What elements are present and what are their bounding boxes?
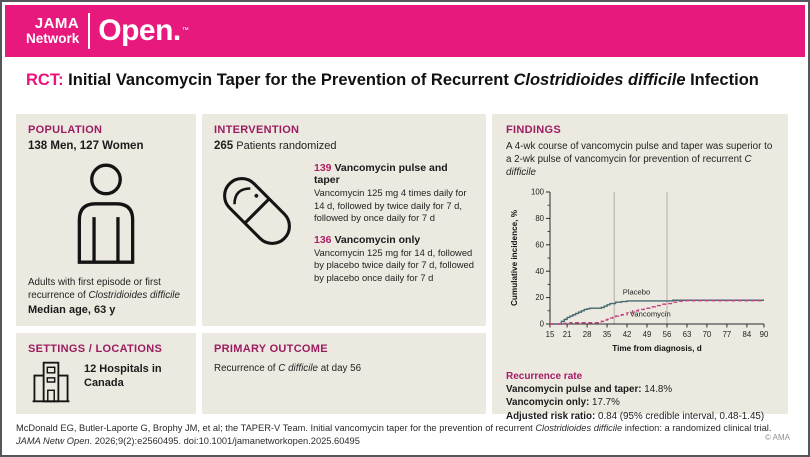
outcome-post: at day 56 — [318, 363, 362, 374]
arm-description: Vancomycin 125 mg for 14 d, followed by placebo twice daily for 7 d, followed by placebo once daily for 7 d — [314, 246, 474, 283]
population-heading: POPULATION — [28, 124, 103, 136]
recurrence-row-pulse-taper — [506, 383, 774, 397]
jama-network-open-logo — [26, 13, 188, 49]
settings-heading: SETTINGS / LOCATIONS — [28, 343, 163, 355]
person-icon-wrap — [28, 162, 184, 269]
arm-name: Vancomycin only — [331, 233, 421, 246]
svg-text:84: 84 — [742, 329, 752, 339]
arm-pulse-taper — [314, 162, 474, 225]
svg-text:40: 40 — [535, 266, 544, 276]
findings-summary-species: C difficile — [506, 154, 752, 179]
settings-locations-panel — [16, 333, 196, 414]
population-panel — [16, 114, 196, 326]
recurrence-row-vanco-only — [506, 396, 774, 410]
svg-text:90: 90 — [759, 329, 769, 339]
settings-row — [28, 359, 184, 405]
population-description — [28, 277, 184, 302]
primary-outcome-text — [214, 363, 474, 376]
findings-summary-pre: A 4-wk course of vancomycin pulse and taper was superior to a 2-wk pulse of vancomycin for prevention of recurrent — [506, 141, 773, 166]
svg-text:Vancomycin: Vancomycin — [629, 309, 671, 319]
logo-divider — [88, 13, 90, 49]
primary-outcome-panel — [202, 333, 486, 414]
page-title — [26, 71, 790, 90]
rec-label: Adjusted risk ratio: — [506, 410, 596, 422]
rec-value: 17.7% — [589, 397, 620, 409]
svg-text:28: 28 — [582, 329, 592, 339]
recurrence-rate-heading: Recurrence rate — [506, 370, 583, 382]
findings-summary — [506, 140, 774, 180]
arm-n: 139 — [314, 162, 332, 174]
logo-line-jama: JAMA — [34, 15, 80, 33]
pill-icon — [214, 168, 300, 254]
svg-text:15: 15 — [545, 329, 555, 339]
svg-text:77: 77 — [722, 329, 732, 339]
population-count: 138 Men, 127 Women — [28, 140, 144, 152]
title-text-post: Infection — [685, 71, 759, 89]
rec-value: 14.8% — [641, 383, 673, 395]
ama-copyright: © AMA — [764, 433, 790, 442]
rec-value: 0.84 (95% credible interval, 0.48-1.45) — [595, 410, 765, 422]
findings-heading: FINDINGS — [506, 124, 561, 136]
arm-title — [314, 234, 474, 246]
citation-pre: McDonald EG, Butler-Laporte G, Brophy JM, et al; the TAPER-V Team. Initial vancomycin taper for the prevention of recurrent — [16, 423, 536, 433]
title-species-italic: Clostridioides difficile — [513, 71, 686, 89]
intervention-panel — [202, 114, 486, 326]
title-rct-tag: RCT: — [26, 71, 64, 89]
citation-journal: JAMA Netw Open — [16, 436, 90, 447]
trademark-symbol: ™ — [181, 27, 189, 34]
logo-open-wordmark — [98, 14, 188, 48]
arm-title — [314, 162, 474, 186]
citation-species: Clostridioides difficile — [535, 423, 623, 433]
arm-n: 136 — [314, 233, 332, 246]
svg-text:35: 35 — [602, 329, 612, 339]
outcome-species: C difficile — [278, 363, 319, 374]
arm-description: Vancomycin 125 mg 4 times daily for 14 d, followed by twice daily for 7 d, followed by once daily for 7 d — [314, 187, 467, 223]
svg-text:Cumulative incidence, %: Cumulative incidence, % — [510, 209, 519, 306]
primary-outcome-heading: PRIMARY OUTCOME — [214, 343, 328, 355]
svg-text:42: 42 — [622, 329, 632, 339]
outcome-pre: Recurrence of — [214, 363, 279, 374]
intervention-count-number: 265 — [214, 140, 234, 152]
title-text-pre: Initial Vancomycin Taper for the Prevention of Recurrent — [63, 71, 514, 89]
population-median-age: Median age, 63 y — [28, 304, 116, 317]
citation-doi: . 2026;9(2):e2560495. doi:10.1001/jamanetworkopen.2025.60495 — [89, 436, 360, 447]
arm-name: Vancomycin pulse and taper — [314, 162, 448, 186]
pill-icon-wrap — [214, 162, 300, 293]
svg-text:21: 21 — [562, 329, 572, 339]
svg-text:49: 49 — [642, 329, 652, 339]
brand-text: Open. — [98, 14, 181, 47]
jama-header-bar — [5, 5, 805, 57]
svg-text:Placebo: Placebo — [622, 286, 651, 296]
svg-text:100: 100 — [530, 187, 544, 197]
svg-text:20: 20 — [535, 292, 544, 302]
svg-text:0: 0 — [539, 319, 544, 329]
intervention-count — [214, 140, 474, 152]
person-icon — [60, 162, 152, 264]
rec-label: Vancomycin only: — [506, 397, 590, 409]
population-desc-pre: Adults with first episode or first recurrence of — [28, 277, 161, 301]
population-desc-species: Clostridioides difficile — [88, 289, 180, 301]
svg-text:56: 56 — [662, 329, 672, 339]
intervention-heading: INTERVENTION — [214, 124, 300, 136]
arm-vancomycin-only — [314, 234, 474, 285]
jama-network-wordmark — [26, 16, 79, 45]
settings-text: 12 Hospitals in Canada — [84, 363, 162, 389]
intervention-row — [214, 162, 474, 293]
hospital-icon — [28, 359, 74, 405]
svg-text:63: 63 — [682, 329, 692, 339]
svg-text:Time from diagnosis, d: Time from diagnosis, d — [612, 343, 702, 353]
rec-label: Vancomycin pulse and taper: — [506, 383, 642, 395]
citation-post: infection: a randomized clinical trial. — [622, 423, 772, 433]
svg-text:70: 70 — [702, 329, 712, 339]
intervention-arms — [314, 162, 474, 293]
logo-line-network: Network — [26, 30, 80, 46]
cumulative-incidence-chart — [506, 182, 778, 362]
intervention-count-text: Patients randomized — [233, 140, 337, 152]
svg-text:80: 80 — [535, 213, 544, 223]
citation-footer — [16, 422, 772, 448]
findings-panel — [492, 114, 788, 422]
svg-text:60: 60 — [535, 240, 544, 250]
